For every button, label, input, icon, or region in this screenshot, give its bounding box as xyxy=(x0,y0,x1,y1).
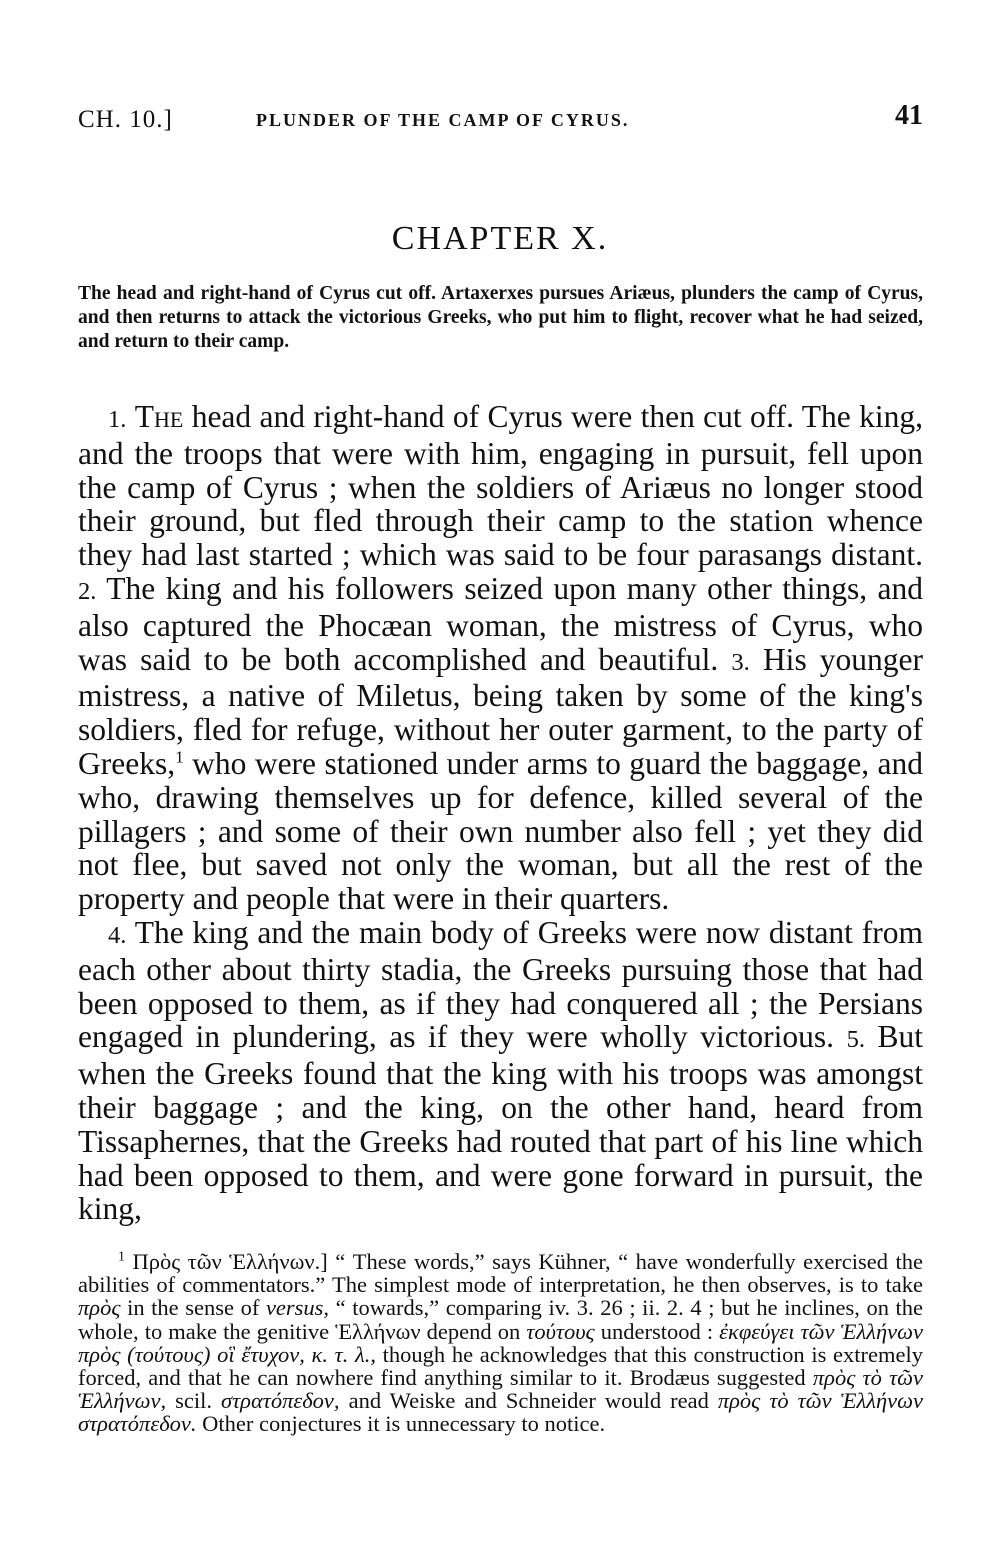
chapter-title: CHAPTER X. xyxy=(391,220,609,257)
footnote-text: “ towards,” comparing iv. 3. 26 ; ii. 2. 4 ; but he inclines, on the whole, to make the genitive xyxy=(78,1295,924,1344)
greek-phrase: ἐκφεύγει τῶν Ἑλλήνων πρὸς (τούτους) οἳ ἔτυχον, κ. τ. λ., xyxy=(78,1318,923,1367)
running-head xyxy=(78,100,923,140)
footnote-marker: 1 xyxy=(118,1249,125,1265)
greek-term: στρατόπεδον, xyxy=(221,1388,340,1414)
sentence-text: But when the Greeks found that the king with his troops was amongst their baggage ; and the king, on the other hand, heard from Tissaphernes, that the Greeks had routed that part of his line which had been opposed to them, and were gone forward in pursuit, the king, xyxy=(78,1019,923,1227)
section-number: 4. xyxy=(108,921,127,949)
footnote-paragraph xyxy=(78,1250,923,1436)
section-number: 3. xyxy=(731,648,750,676)
main-text xyxy=(78,400,923,1226)
footnote-text: scil. xyxy=(175,1388,212,1414)
footnote-lemma: Πρὸς τῶν Ἑλλήνων.] xyxy=(132,1249,328,1274)
page-number: 41 xyxy=(895,100,923,131)
section-number: 1. xyxy=(108,406,127,433)
sentence-text: The king and the main body of Greeks were now distant from each other about thirty stadia, the Greeks pursuing those that had been opposed to them, as if they had conquered all ; the Persians engaged in plundering, as if they were wholly victorious. xyxy=(78,914,924,1055)
running-title: PLUNDER OF THE CAMP OF CYRUS. xyxy=(256,110,630,130)
footnote-text: Other conjectures it is unnecessary to notice. xyxy=(202,1411,606,1437)
sentence-text: who were stationed under arms to guard the baggage, and who, drawing themselves up for defence, killed several of the pillagers ; and some of their own number also fell ; yet they did not flee, but saved not only the woman, but all the rest of the property and people that were in their quarters. xyxy=(78,745,924,917)
sentence-text: The king and his followers seized upon many other things, and also captured the Phocæan woman, the mistress of Cyrus, who was said to be both accomplished and beautiful. xyxy=(78,570,923,677)
greek-term: πρὸς xyxy=(78,1295,121,1321)
section-number: 2. xyxy=(78,577,97,605)
chapter-reference: CH. 10.] xyxy=(78,106,173,133)
chapter-summary: The head and right-hand of Cyrus cut off. Artaxerxes pursues Ariæus, plunders the camp of Cyrus, and then returns to attack the victorious Greeks, who put him to flight, recover what he had seized, and return to their camp. xyxy=(78,283,923,352)
paragraph-1 xyxy=(78,400,923,916)
greek-term: τούτους xyxy=(526,1318,595,1344)
greek-term: Ἑλλήνων xyxy=(335,1318,421,1344)
lead-word: The xyxy=(134,399,184,434)
footnote-text: though he acknowledges that this construction is extremely forced, and that he can nowhere find anything similar to it. Brodæus suggested xyxy=(78,1341,923,1391)
footnote-reference[interactable]: 1 xyxy=(175,747,184,767)
footnote-text: and Weiske and Schneider would read xyxy=(348,1388,709,1414)
sentence-text: head and right-hand of Cyrus were then cut off. The king, and the troops that were with him, engaging in pursuit, fell upon the camp of Cyrus ; when the soldiers of Ariæus no longer stood their ground, but fled through their camp to the station whence they had last started ; which was said to be four parasangs distant. xyxy=(78,399,923,573)
footnote-text: “ These words,” says Kühner, “ have wonderfully exercised the abilities of commentators.” The simplest mode of interpretation, he then observes, is to take xyxy=(78,1249,924,1298)
latin-term: versus, xyxy=(265,1295,330,1321)
greek-phrase: πρὸς τὸ τῶν Ἑλλήνων, xyxy=(78,1365,923,1414)
footnote-text: understood : xyxy=(600,1318,714,1344)
footnote-text: depend on xyxy=(426,1318,521,1344)
greek-phrase: πρὸς τὸ τῶν Ἑλλήνων στρατόπεδον. xyxy=(78,1388,924,1437)
paragraph-2 xyxy=(78,916,923,1226)
section-number: 5. xyxy=(846,1026,865,1054)
sentence-text: His younger mistress, a native of Miletus, being taken by some of the king's soldiers, fled for refuge, without her outer garment, to the party of Greeks, xyxy=(78,641,924,781)
footnote-text: in the sense of xyxy=(127,1295,260,1321)
footnote xyxy=(78,1250,923,1436)
